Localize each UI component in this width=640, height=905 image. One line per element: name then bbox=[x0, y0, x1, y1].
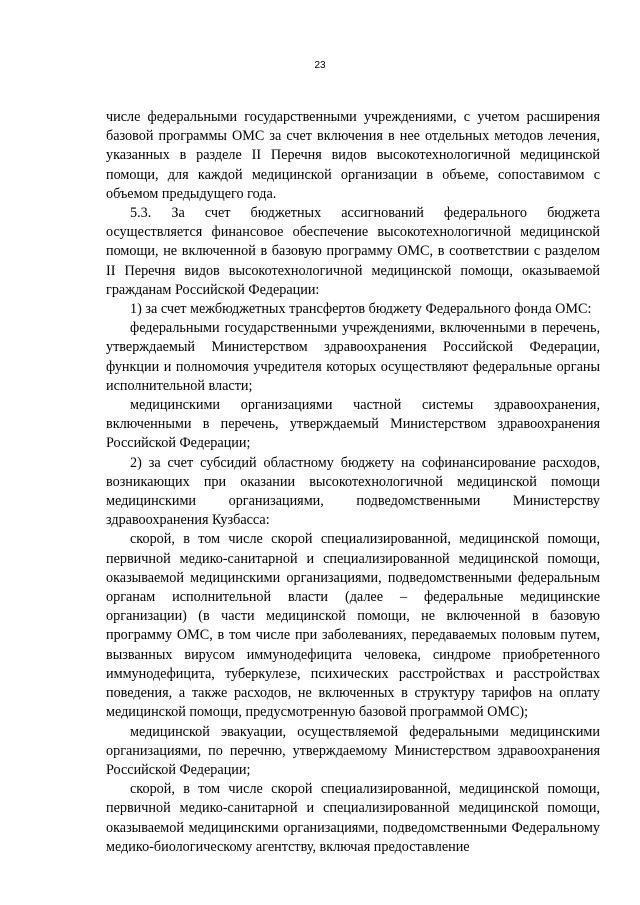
paragraph: скорой, в том числе скорой специализированной, медицинской помощи, первичной медико-санитарной и специализированной медицинской помощи, оказываемой медицинскими организациями, подведомственными Федеральному медико-биологическому агентству, включая предоставление bbox=[106, 781, 600, 855]
paragraph: 5.3. За счет бюджетных ассигнований федерального бюджета осуществляется финансовое обеспечение высокотехнологичной медицинской помощи, не включенной в базовую программу ОМС, в соответствии с разделом II Перечня видов высокотехнологичной медицинской помощи, оказываемой гражданам Российской Федерации: bbox=[106, 205, 600, 298]
paragraph: федеральными государственными учреждениями, включенными в перечень, утверждаемый Министерством здравоохранения Российской Федерации, функции и полномочия учредителя которых осуществляют федеральные органы исполнительной власти; bbox=[106, 320, 600, 394]
paragraph: числе федеральными государственными учреждениями, с учетом расширения базовой программы ОМС за счет включения в нее отдельных методов лечения, указанных в разделе II Перечня видов высокотехнологичной медицинской помощи, для каждой медицинской организации в объеме, сопоставимом с объемом предыдущего года. bbox=[106, 109, 600, 202]
paragraph: 2) за счет субсидий областному бюджету на софинансирование расходов, возникающих при оказании высокотехнологичной медицинской помощи медицинскими организациями, подведомственными Министерству здравоохранения Кузбасса: bbox=[106, 454, 600, 529]
paragraph: 1) за счет межбюджетных трансфертов бюджету Федерального фонда ОМС: bbox=[130, 301, 592, 318]
document-body bbox=[106, 108, 600, 857]
page-number: 23 bbox=[314, 60, 326, 71]
paragraph: медицинскими организациями частной системы здравоохранения, включенными в перечень, утверждаемый Министерством здравоохранения Российской Федерации; bbox=[106, 397, 600, 452]
paragraph: скорой, в том числе скорой специализированной, медицинской помощи, первичной медико-санитарной и специализированной медицинской помощи, оказываемой медицинскими организациями, подведомственными федеральным органам исполнительной власти (далее – федеральные медицинские организации) (в части медицинской помощи, не включенной в базовую программу ОМС, в том числе при заболеваниях, передаваемых половым путем, вызванных вирусом иммунодефицита человека, синдроме приобретенного иммунодефицита, туберкулезе, психических расстройствах и расстройствах поведения, а также расходов, не включенных в структуру тарифов на оплату медицинской помощи, предусмотренную базовой программой ОМС); bbox=[106, 531, 600, 721]
paragraph: медицинской эвакуации, осуществляемой федеральными медицинскими организациями, по перечню, утверждаемому Министерством здравоохранения Российской Федерации; bbox=[106, 723, 600, 778]
